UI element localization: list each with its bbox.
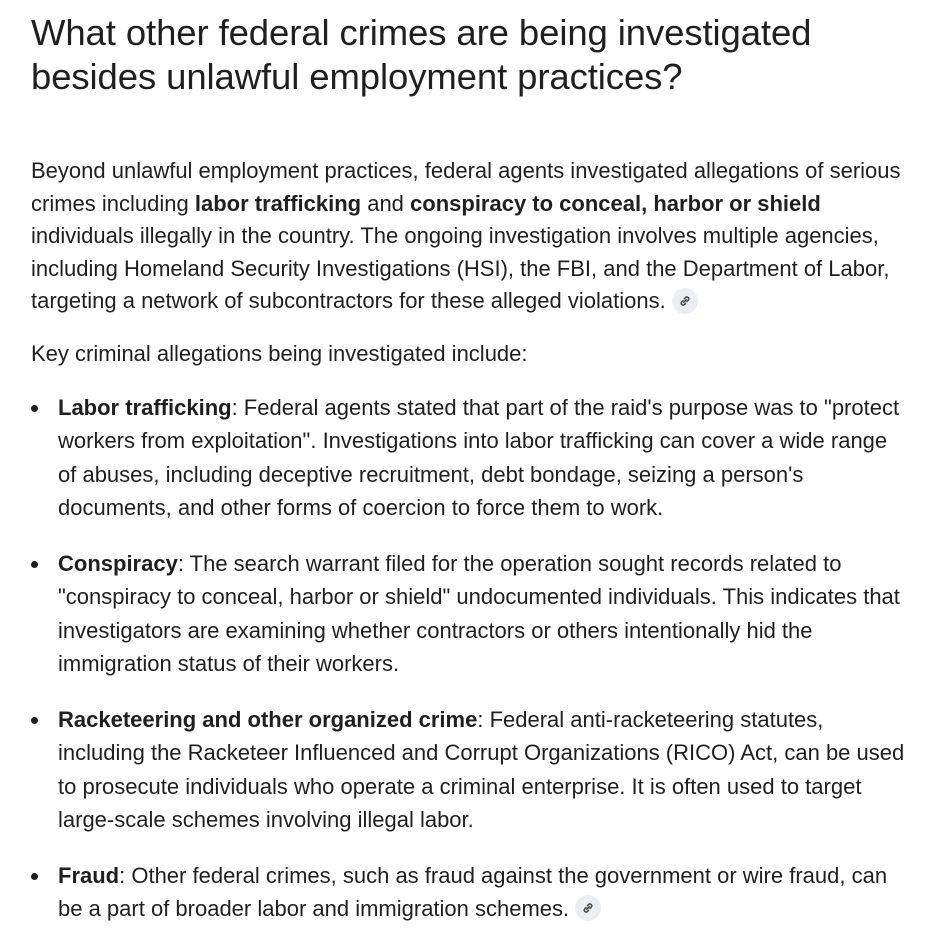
- intro-text-3: individuals illegally in the country. The ongoing investigation involves multiple agencies, including Homeland Security Investigations (HSI), the FBI, and the Department of Labor, targeting a network of subcontractors for these alleged violations.: [31, 223, 890, 314]
- item-text: : Federal anti-racketeering statutes, including the Racketeer Influenced and Corrupt Organizations (RICO) Act, can be used to prosecute individuals who operate a criminal enterprise. It is often used to target large-scale schemes involving illegal labor.: [58, 706, 905, 833]
- bullet-icon: [31, 561, 38, 568]
- item-term: Labor trafficking: [58, 394, 232, 420]
- item-term: Fraud: [58, 862, 120, 888]
- intro-text-2: and: [361, 190, 411, 216]
- bullet-icon: [31, 873, 38, 880]
- list-item: [31, 703, 911, 837]
- item-text: : The search warrant filed for the operation sought records related to "conspiracy to conceal, harbor or shield" undocumented individuals. This indicates that investigators are examining whether contractors or others intentionally hid the immigration status of their workers.: [58, 550, 900, 677]
- source-link-button[interactable]: [672, 288, 698, 314]
- source-link-button[interactable]: [575, 895, 601, 921]
- item-text: : Federal agents stated that part of the raid's purpose was to "protect workers from exploitation". Investigations into labor trafficking can cover a wide range of abuses, including deceptive recruitment, debt bondage, seizing a person's documents, and other forms of coercion to force them to work.: [58, 394, 900, 521]
- list-lead: Key criminal allegations being investigated include:: [31, 340, 528, 366]
- intro-bold-1: labor trafficking: [194, 190, 362, 216]
- list-item: [31, 547, 911, 681]
- answer-container: [31, 0, 911, 948]
- bullet-icon: [31, 405, 38, 412]
- link-icon: [678, 294, 692, 308]
- item-term: Racketeering and other organized crime: [58, 706, 478, 732]
- list-item: [31, 391, 911, 525]
- intro-bold-2: conspiracy to conceal, harbor or shield: [410, 190, 821, 216]
- item-text: : Other federal crimes, such as fraud against the government or wire fraud, can be a part of broader labor and immigration schemes.: [58, 862, 888, 922]
- intro-text-1: Beyond unlawful employment practices, federal agents investigated allegations of serious crimes including: [31, 158, 901, 216]
- item-term: Conspiracy: [58, 550, 178, 576]
- question-heading: What other federal crimes are being investigated besides unlawful employment practices?: [31, 12, 812, 97]
- allegations-list: [31, 391, 911, 926]
- link-icon: [581, 901, 595, 915]
- bullet-icon: [31, 717, 38, 724]
- intro-paragraph: [31, 155, 911, 318]
- list-item: [31, 859, 911, 926]
